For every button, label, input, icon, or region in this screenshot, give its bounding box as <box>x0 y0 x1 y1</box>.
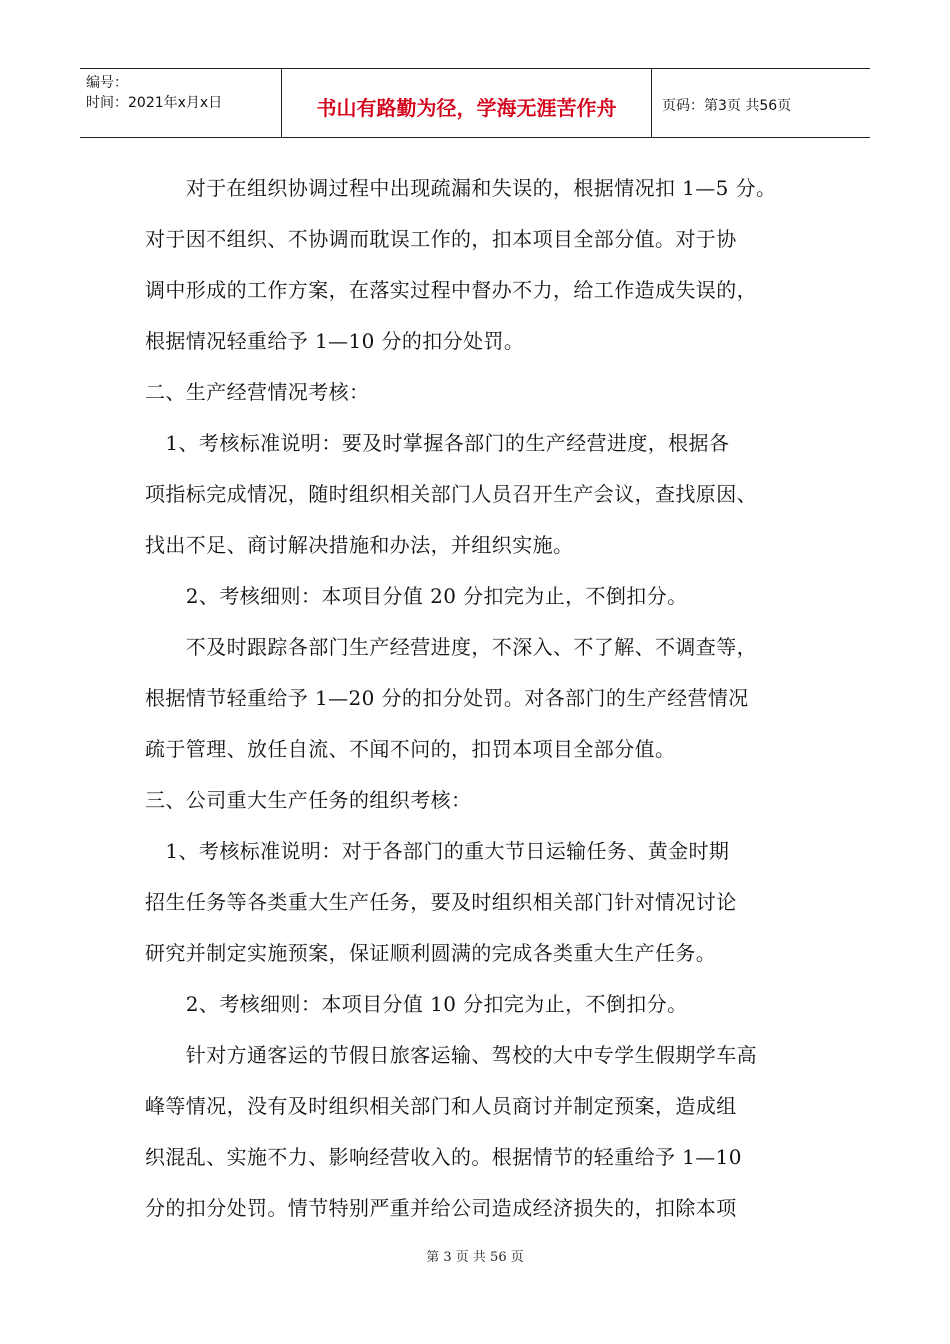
body-line: 疏于管理、放任自流、不闻不问的，扣罚本项目全部分值。 <box>145 737 676 761</box>
header-meta <box>80 69 282 137</box>
body-line: 1、考核标准说明：要及时掌握各部门的生产经营进度，根据各 <box>145 431 730 455</box>
body-line: 对于因不组织、不协调而耽误工作的，扣本项目全部分值。对于协 <box>145 227 737 251</box>
page-header <box>80 68 870 138</box>
body-line: 项指标完成情况，随时组织相关部门人员召开生产会议，查找原因、 <box>145 482 757 506</box>
section-heading: 二、生产经营情况考核： <box>145 380 370 404</box>
body-line: 对于在组织协调过程中出现疏漏和失误的，根据情况扣 1—5 分。 <box>145 176 777 200</box>
header-page-info: 页码：第3页 共56页 <box>662 98 792 114</box>
body-line: 不及时跟踪各部门生产经营进度，不深入、不了解、不调查等， <box>145 635 757 659</box>
body-line: 找出不足、商讨解决措施和办法，并组织实施。 <box>145 533 574 557</box>
body-line: 2、考核细则：本项目分值 20 分扣完为止，不倒扣分。 <box>145 584 688 608</box>
section-heading: 三、公司重大生产任务的组织考核： <box>145 788 472 812</box>
body-line: 针对方通客运的节假日旅客运输、驾校的大中专学生假期学车高 <box>145 1043 757 1067</box>
body-line: 1、考核标准说明：对于各部门的重大节日运输任务、黄金时期 <box>145 839 730 863</box>
body-line: 调中形成的工作方案，在落实过程中督办不力，给工作造成失误的， <box>145 278 757 302</box>
body-line: 分的扣分处罚。情节特别严重并给公司造成经济损失的，扣除本项 <box>145 1196 737 1220</box>
body-line: 峰等情况，没有及时组织相关部门和人员商讨并制定预案，造成组 <box>145 1094 737 1118</box>
body-line: 根据情节轻重给予 1—20 分的扣分处罚。对各部门的生产经营情况 <box>145 686 749 710</box>
document-body <box>145 163 825 1234</box>
body-line: 招生任务等各类重大生产任务，要及时组织相关部门针对情况讨论 <box>145 890 737 914</box>
body-line: 根据情况轻重给予 1—10 分的扣分处罚。 <box>145 329 525 353</box>
body-line: 研究并制定实施预案，保证顺利圆满的完成各类重大生产任务。 <box>145 941 717 965</box>
body-line: 织混乱、实施不力、影响经营收入的。根据情节的轻重给予 1—10 <box>145 1145 742 1169</box>
date-line: 时间：2021年x月x日 <box>86 95 223 111</box>
header-motto: 书山有路勤为径，学海无涯苦作舟 <box>282 69 652 137</box>
body-line: 2、考核细则：本项目分值 10 分扣完为止，不倒扣分。 <box>145 992 688 1016</box>
page-footer: 第 3 页 共 56 页 <box>426 1250 524 1265</box>
number-label: 编号： <box>86 75 128 91</box>
